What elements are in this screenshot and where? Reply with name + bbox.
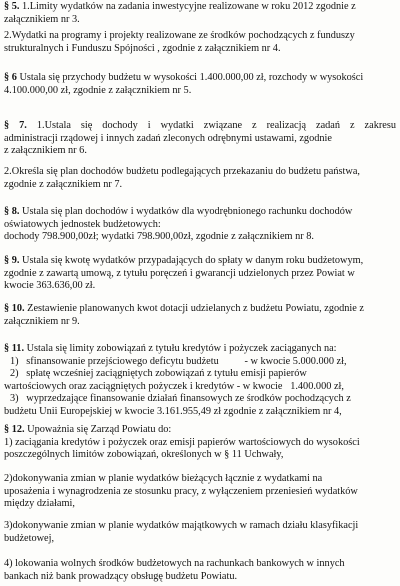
text-line: budżetu Unii Europejskiej w kwocie 3.161.955,49 zł zgodnie z załącznikiem nr 4, <box>4 405 342 417</box>
paragraph-12-3 <box>4 520 396 545</box>
list-item: 2) spłatę wcześniej zaciągniętych zobowiązań z tytułu emisji papierów <box>10 368 307 380</box>
list-item: 2)dokonywania zmian w planie wydatków bieżących łącznie z wydatkami na <box>4 473 323 484</box>
text-line: 2.Określa się plan dochodów budżetu podlegających przekazaniu do budżetu państwa, <box>4 166 360 177</box>
section-number: § 8. <box>4 206 20 217</box>
paragraph-5-1 <box>4 1 396 26</box>
text-line: kwocie 363.636,00 zł. <box>4 280 96 292</box>
section-number: § 9. <box>4 255 20 266</box>
section-number: § 5. <box>4 1 20 12</box>
paragraph-6 <box>4 72 396 97</box>
text-line: budżetowej, <box>4 532 55 544</box>
list-item: 3) wyprzedzające finansowanie działań finansowych ze środków pochodzących z <box>10 393 351 405</box>
text-line: Zestawienie planowanych kwot dotacji udzielanych z budżetu Powiatu, zgodnie z <box>27 303 364 314</box>
text-line: bankach niż bank prowadzący obsługę budżetu Powiatu. <box>4 570 238 582</box>
text-line: 4.100.000,00 zł, zgodnie z załącznikiem nr 5. <box>4 84 192 96</box>
section-number: § 12. <box>4 424 25 435</box>
text-line: Upoważnia się Zarząd Powiatu do: <box>27 424 172 435</box>
text-line: Ustala się limity zobowiązań z tytułu kredytów i pożyczek zaciąganych na: <box>26 343 337 354</box>
text-line: administracji rządowej i innych zadań zleconych odrębnymi ustawami, zgodnie <box>4 132 332 144</box>
section-number: § 6 <box>4 72 17 83</box>
paragraph-5-2 <box>4 30 396 55</box>
text-line: 2.Wydatki na programy i projekty realizowane ze środków pochodzących z funduszy <box>4 30 355 41</box>
paragraph-12-2 <box>4 473 396 511</box>
text-line: między działami, <box>4 498 75 510</box>
text-line: Ustala się kwotę wydatków przypadających do spłaty w danym roku budżetowym, <box>22 255 364 266</box>
text-line: poszczególnych limitów zobowiązań, określonych w § 11 Uchwały, <box>4 449 284 461</box>
section-number: § 10. <box>4 303 25 314</box>
text-line: wartościowych oraz zaciągniętych pożyczek i kredytów - w kwocie 1.400.000 zł, <box>4 380 344 392</box>
section-number: § 11. <box>4 343 25 354</box>
text-line: zgodnie z załącznikiem nr 7. <box>4 178 123 190</box>
paragraph-7-1 <box>4 120 396 158</box>
paragraph-8 <box>4 206 396 244</box>
paragraph-12-4 <box>4 558 396 583</box>
list-item: 1) sfinansowanie przejściowego deficytu budżetu - w kwocie 5.000.000 zł, <box>10 355 347 367</box>
paragraph-10 <box>4 303 396 328</box>
text-line: dochody 798.900,00zł; wydatki 798.900,00zł, zgodnie z załącznikiem nr 8. <box>4 231 314 243</box>
paragraph-9 <box>4 255 396 293</box>
text-line: Ustala się plan dochodów i wydatków dla wyodrębnionego rachunku dochodów <box>22 206 353 217</box>
text-line: oświatowych jednostek budżetowych: <box>4 218 161 230</box>
paragraph-7-2 <box>4 166 396 191</box>
text-line: zgodnie z zawartą umową, z tytułu poręczeń i gwarancji udzielonych przez Powiat w <box>4 267 355 279</box>
text-line: Ustala się przychody budżetu w wysokości 1.400.000,00 zł, rozchody w wysokości <box>19 72 364 83</box>
paragraph-12 <box>4 424 396 462</box>
text-line: 1.Limity wydatków na zadania inwestycyjne realizowane w roku 2012 zgodnie z <box>22 1 356 12</box>
list-item: 4) lokowania wolnych środków budżetowych na rachunkach bankowych w innych <box>4 558 345 569</box>
text-line: 1.Ustala się dochody i wydatki związane z realizacją zadań z zakresu <box>36 120 396 131</box>
list-item: 1) zaciągania kredytów i pożyczek oraz emisji papierów wartościowych do wysokości <box>4 436 360 448</box>
text-line: załącznikiem nr 9. <box>4 315 80 327</box>
text-line: z załącznikiem nr 6. <box>4 145 87 157</box>
text-line: strukturalnych i Funduszu Spójności , zgodnie z załącznikiem nr 4. <box>4 42 281 54</box>
section-number: § 7. <box>4 120 27 131</box>
text-line: załącznikiem nr 3. <box>4 13 80 25</box>
text-line: uposażenia i wynagrodzenia ze stosunku pracy, z wyłączeniem przeniesień wydatków <box>4 485 358 497</box>
list-item: 3)dokonywanie zmian w planie wydatków majątkowych w ramach działu klasyfikacji <box>4 520 359 531</box>
paragraph-11 <box>4 343 396 419</box>
